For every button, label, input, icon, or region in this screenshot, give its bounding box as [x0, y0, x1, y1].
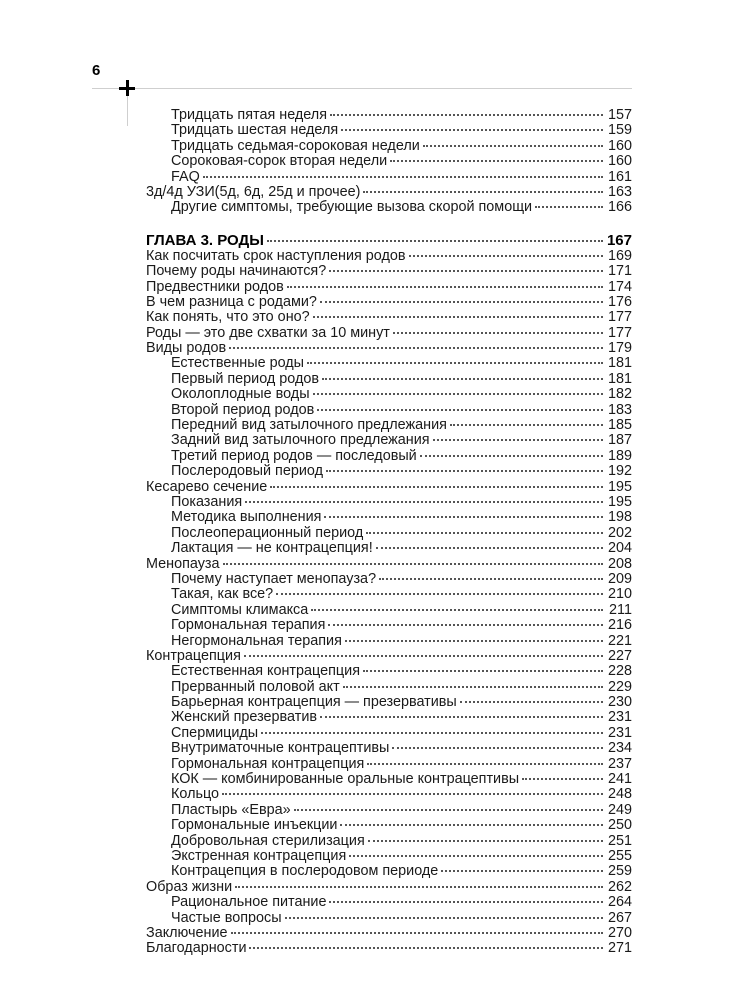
toc-entry — [146, 480, 632, 495]
toc-dot-leader — [267, 240, 603, 242]
toc-entry — [146, 108, 632, 123]
toc-dot-leader — [287, 286, 603, 288]
toc-entry — [146, 587, 632, 602]
toc-entry-title: Пластырь «Евра» — [171, 801, 291, 818]
toc-entry-title: Прерванный половой акт — [171, 678, 340, 695]
toc-entry-title: Негормональная терапия — [171, 632, 342, 649]
toc-entry — [146, 372, 632, 387]
toc-entry-title: Кольцо — [171, 786, 220, 803]
toc-entry-title: В чем разница с родами? — [146, 293, 317, 310]
toc-entry — [146, 356, 632, 371]
toc-entry — [146, 926, 632, 941]
toc-entry-page: 249 — [607, 801, 632, 818]
toc-entry-title: Первый период родов — [171, 370, 320, 387]
toc-entry-page: 177 — [607, 309, 632, 326]
toc-entry-page: 229 — [607, 678, 632, 695]
toc-entry — [146, 649, 632, 664]
toc-entry-page: 259 — [607, 863, 632, 880]
toc-dot-leader — [324, 516, 603, 518]
toc-entry-page: 198 — [607, 509, 632, 526]
toc-entry-title: Гормональные инъекции — [171, 817, 338, 834]
toc-entry — [146, 387, 632, 402]
toc-dot-leader — [345, 640, 603, 642]
toc-entry-title: Лактация — не контрацепция! — [171, 540, 373, 557]
toc-dot-leader — [363, 670, 603, 672]
toc-dot-leader — [311, 609, 603, 611]
toc-dot-leader — [294, 809, 603, 811]
toc-dot-leader — [450, 424, 603, 426]
toc-entry-title: Задний вид затылочного предлежания — [171, 432, 430, 449]
toc-entry-title: Послеродовый период — [171, 463, 323, 480]
toc-entry-title: Методика выполнения — [171, 509, 322, 526]
toc-entry — [146, 787, 632, 802]
toc-entry — [146, 510, 632, 525]
toc-entry-title: 3д/4д УЗИ(5д, 6д, 25д и прочее) — [146, 183, 361, 200]
crop-line — [127, 96, 128, 126]
toc-entry-title: FAQ — [171, 168, 200, 185]
toc-entry — [146, 772, 632, 787]
toc-entry-page: 181 — [607, 355, 632, 372]
toc-entry-page: 209 — [607, 570, 632, 587]
toc-entry — [146, 864, 632, 879]
toc-entry-title: Околоплодные воды — [171, 386, 310, 403]
toc-dot-leader — [320, 301, 603, 303]
toc-entry-title: Виды родов — [146, 340, 227, 357]
toc-entry-title: Гормональная терапия — [171, 617, 326, 634]
toc-dot-leader — [307, 362, 603, 364]
toc-entry-page: 176 — [607, 293, 632, 310]
toc-dot-leader — [341, 129, 603, 131]
toc-entry-title: Барьерная контрацепция — презервативы — [171, 694, 457, 711]
header-rule — [92, 88, 632, 89]
toc-entry-page: 192 — [607, 463, 632, 480]
toc-entry-page: 248 — [607, 786, 632, 803]
toc-entry — [146, 849, 632, 864]
toc-entry — [146, 880, 632, 895]
toc-entry — [146, 464, 632, 479]
toc-dot-leader — [270, 486, 603, 488]
crop-mark-vertical — [126, 80, 129, 96]
toc-dot-leader — [329, 270, 603, 272]
toc-entry-page: 195 — [607, 478, 632, 495]
toc-entry-title: Тридцать шестая неделя — [171, 122, 339, 139]
toc-entry-page: 210 — [607, 586, 632, 603]
toc-entry-page: 250 — [607, 817, 632, 834]
toc-dot-leader — [328, 624, 603, 626]
toc-entry-title: Передний вид затылочного предлежания — [171, 417, 447, 434]
toc-dot-leader — [231, 932, 603, 934]
toc-entry — [146, 726, 632, 741]
toc-entry — [146, 941, 632, 956]
toc-entry — [146, 572, 632, 587]
toc-entry-title: Такая, как все? — [171, 586, 274, 603]
toc-entry-title: Как понять, что это оно? — [146, 309, 310, 326]
toc-dot-leader — [363, 191, 603, 193]
toc-dot-leader — [326, 470, 603, 472]
toc-entry-title: Спермициды — [171, 724, 259, 741]
toc-entry — [146, 710, 632, 725]
toc-entry-page: 221 — [607, 632, 632, 649]
toc-entry-page: 161 — [607, 168, 632, 185]
toc-entry-page: 167 — [606, 231, 632, 249]
toc-dot-leader — [276, 593, 603, 595]
toc-entry-page: 230 — [607, 694, 632, 711]
toc-dot-leader — [441, 870, 603, 872]
toc-entry — [146, 403, 632, 418]
toc-dot-leader — [249, 947, 603, 949]
toc-entry — [146, 603, 632, 618]
toc-entry-page: 231 — [607, 709, 632, 726]
toc-entry-title: Экстренная контрацепция — [171, 847, 347, 864]
toc-dot-leader — [367, 763, 603, 765]
toc-entry-page: 216 — [607, 617, 632, 634]
toc-entry-title: Симптомы климакса — [171, 601, 309, 618]
toc-entry — [146, 418, 632, 433]
toc-entry — [146, 741, 632, 756]
toc-entry-page: 202 — [607, 524, 632, 541]
toc-entry — [146, 310, 632, 325]
toc-dot-leader — [245, 501, 603, 503]
toc-dot-leader — [222, 793, 603, 795]
toc-entry-title: Почему роды начинаются? — [146, 263, 327, 280]
toc-entry-page: 183 — [607, 401, 632, 418]
toc-entry — [146, 326, 632, 341]
toc-dot-leader — [349, 855, 603, 857]
toc-entry-title: Почему наступает менопауза? — [171, 570, 377, 587]
toc-entry-title: Роды — это две схватки за 10 минут — [146, 324, 390, 341]
toc-entry-title: Контрацепция — [146, 647, 241, 664]
toc-entry-title: Тридцать пятая неделя — [171, 107, 327, 123]
toc-dot-leader — [409, 255, 603, 257]
toc-entry-page: 208 — [607, 555, 632, 572]
toc-dot-leader — [313, 393, 603, 395]
toc-entry-page: 159 — [607, 122, 632, 139]
toc-entry-page: 166 — [607, 199, 632, 216]
toc-entry — [146, 634, 632, 649]
toc-entry-title: Менопауза — [146, 555, 220, 572]
toc-entry-page: 251 — [607, 832, 632, 849]
toc-entry-title: Третий период родов — последовый — [171, 447, 417, 464]
page-number: 6 — [92, 62, 101, 79]
toc-entry-title: Второй период родов — [171, 401, 315, 418]
toc-entry — [146, 680, 632, 695]
toc-entry-page: 181 — [607, 370, 632, 387]
toc-dot-leader — [313, 316, 603, 318]
toc-entry — [146, 911, 632, 926]
toc-entry-page: 157 — [607, 107, 632, 123]
toc-entry-title: Кесарево сечение — [146, 478, 268, 495]
toc-entry — [146, 280, 632, 295]
toc-dot-leader — [203, 176, 603, 178]
toc-entry — [146, 154, 632, 169]
toc-dot-leader — [376, 547, 603, 549]
toc-entry-page: 270 — [607, 924, 632, 941]
toc-entry-title: Естественная контрацепция — [171, 663, 360, 680]
toc-entry-title: Благодарности — [146, 940, 247, 957]
toc-entry — [146, 695, 632, 710]
toc-entry-page: 267 — [607, 909, 632, 926]
toc-entry-title: Другие симптомы, требующие вызова скорой помощи — [171, 199, 533, 216]
toc-entry — [146, 123, 632, 138]
toc-entry — [146, 200, 632, 215]
toc-dot-leader — [393, 332, 603, 334]
toc-entry-page: 163 — [607, 183, 632, 200]
toc-entry-title: Добровольная стерилизация — [171, 832, 365, 849]
toc-dot-leader — [322, 378, 603, 380]
toc-entry-page: 227 — [607, 647, 632, 664]
toc-entry-title: Контрацепция в послеродовом периоде — [171, 863, 439, 880]
toc-entry-title: Тридцать седьмая-сороковая недели — [171, 137, 420, 154]
toc-entry-page: 262 — [607, 878, 632, 895]
toc-entry — [146, 557, 632, 572]
toc-entry-page: 231 — [607, 724, 632, 741]
table-of-contents — [146, 108, 632, 957]
toc-entry — [146, 449, 632, 464]
toc-entry-title: Как посчитать срок наступления родов — [146, 247, 406, 264]
toc-entry-title: Послеоперационный период — [171, 524, 364, 541]
toc-dot-leader — [317, 409, 603, 411]
toc-entry — [146, 295, 632, 310]
toc-entry-page: 189 — [607, 447, 632, 464]
toc-dot-leader — [366, 532, 603, 534]
toc-entry-title: Частые вопросы — [171, 909, 282, 926]
toc-entry-title: КОК — комбинированные оральные контрацептивы — [171, 771, 520, 788]
toc-entry — [146, 139, 632, 154]
toc-entry-page: 204 — [607, 540, 632, 557]
toc-dot-leader — [223, 563, 603, 565]
toc-entry — [146, 618, 632, 633]
toc-entry — [146, 818, 632, 833]
toc-entry-title: Образ жизни — [146, 878, 233, 895]
toc-entry-page: 234 — [607, 740, 632, 757]
toc-entry-page: 237 — [607, 755, 632, 772]
toc-entry — [146, 170, 632, 185]
toc-entry — [146, 541, 632, 556]
toc-entry — [146, 757, 632, 772]
toc-entry-title: Предвестники родов — [146, 278, 284, 295]
toc-entry-page: 241 — [607, 771, 632, 788]
toc-entry — [146, 664, 632, 679]
toc-entry-page: 271 — [607, 940, 632, 957]
toc-entry-page: 160 — [607, 153, 632, 170]
toc-entry-page: 171 — [607, 263, 632, 280]
toc-chapter-row — [146, 232, 632, 249]
toc-entry-page: 185 — [607, 417, 632, 434]
toc-entry — [146, 341, 632, 356]
toc-dot-leader — [460, 701, 603, 703]
toc-entry-page: 264 — [607, 894, 632, 911]
toc-entry-page: 169 — [607, 247, 632, 264]
toc-dot-leader — [368, 840, 603, 842]
toc-dot-leader — [329, 901, 603, 903]
toc-dot-leader — [420, 455, 603, 457]
toc-entry-title: Гормональная контрацепция — [171, 755, 365, 772]
toc-dot-leader — [392, 747, 603, 749]
toc-entry-page: 211 — [609, 601, 632, 618]
toc-entry — [146, 433, 632, 448]
toc-entry-page: 160 — [607, 137, 632, 154]
toc-entry-title: Естественные роды — [171, 355, 305, 372]
toc-entry — [146, 495, 632, 510]
toc-entry-page: 187 — [607, 432, 632, 449]
toc-entry-title: Рациональное питание — [171, 894, 327, 911]
toc-dot-leader — [423, 145, 603, 147]
toc-entry-page: 228 — [607, 663, 632, 680]
toc-dot-leader — [229, 347, 603, 349]
toc-dot-leader — [261, 732, 603, 734]
toc-dot-leader — [433, 439, 603, 441]
toc-entry-page: 179 — [607, 340, 632, 357]
toc-entry-page: 195 — [607, 493, 632, 510]
toc-entry-title: Показания — [171, 493, 243, 510]
toc-entry-page: 174 — [607, 278, 632, 295]
toc-dot-leader — [340, 824, 603, 826]
toc-entry-page: 177 — [607, 324, 632, 341]
toc-entry — [146, 185, 632, 200]
toc-entry — [146, 803, 632, 818]
toc-dot-leader — [522, 778, 603, 780]
toc-entry-title: Сороковая-сорок вторая недели — [171, 153, 388, 170]
toc-entry-page: 255 — [607, 847, 632, 864]
toc-dot-leader — [535, 206, 603, 208]
toc-entry — [146, 264, 632, 279]
toc-dot-leader — [379, 578, 603, 580]
toc-dot-leader — [285, 917, 603, 919]
toc-dot-leader — [320, 716, 603, 718]
toc-dot-leader — [244, 655, 603, 657]
toc-entry-title: ГЛАВА 3. РОДЫ — [146, 231, 264, 249]
toc-dot-leader — [390, 160, 603, 162]
toc-entry — [146, 895, 632, 910]
toc-dot-leader — [343, 686, 603, 688]
toc-entry-title: Женский презерватив — [171, 709, 317, 726]
toc-entry — [146, 249, 632, 264]
toc-entry-title: Заключение — [146, 924, 228, 941]
toc-dot-leader — [330, 114, 603, 116]
toc-dot-leader — [235, 886, 603, 888]
toc-entry-page: 182 — [607, 386, 632, 403]
toc-entry — [146, 526, 632, 541]
toc-entry-title: Внутриматочные контрацептивы — [171, 740, 390, 757]
toc-entry — [146, 834, 632, 849]
